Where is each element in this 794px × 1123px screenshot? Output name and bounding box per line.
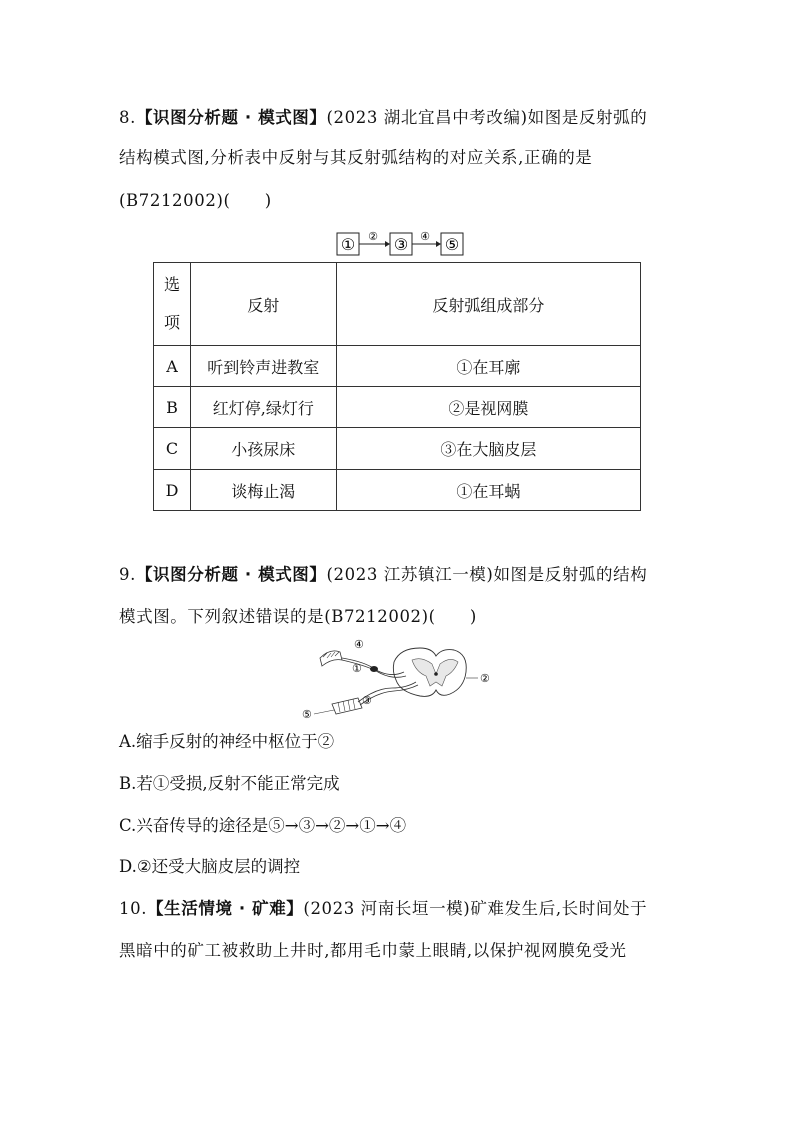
q10-line2: 黑暗中的矿工被救助上井时,都用毛巾蒙上眼睛,以保护视网膜免受光: [119, 941, 627, 960]
q8-line2: 结构模式图,分析表中反射与其反射弧结构的对应关系,正确的是: [119, 148, 593, 167]
table-row: [154, 387, 641, 428]
table-row: [154, 428, 641, 470]
q8-header-option-bottom: 项: [163, 313, 180, 332]
label-5-leader: [314, 710, 334, 714]
q8-row-c-option: C: [154, 428, 191, 470]
q9-label-3: ③: [362, 694, 372, 707]
q9-text1: 如图是反射弧的结构: [493, 565, 648, 584]
q8-header-option: [154, 263, 191, 346]
receptor-skin-icon: [320, 651, 342, 666]
q9-label-2: ②: [480, 672, 490, 685]
effector-muscle-icon: [332, 698, 362, 714]
q8-arrow1-label: ②: [368, 230, 378, 243]
q8-line1: [119, 107, 647, 129]
q9-label-5: ⑤: [302, 708, 312, 721]
q8-row-d-part: ①在耳蜗: [336, 470, 640, 511]
q9-line1: [119, 564, 647, 586]
q8-row-a-part: ①在耳廓: [336, 346, 640, 387]
q8-row-d-option: D: [154, 470, 191, 511]
q9-option-d: D.②还受大脑皮层的调控: [119, 857, 301, 876]
q8-header-part: 反射弧组成部分: [336, 263, 640, 346]
q8-line3: (B7212002)( ): [119, 191, 272, 210]
q8-source: (2023 湖北宜昌中考改编): [326, 108, 528, 127]
q9-reflex-arc-diagram: [296, 638, 496, 722]
q10-line1: [119, 898, 647, 920]
table-row: [154, 346, 641, 387]
q10-source: (2023 河南长垣一模): [303, 899, 471, 918]
q8-row-a-reflex: 听到铃声进教室: [190, 346, 336, 387]
q8-table: [153, 262, 641, 511]
q9-source: (2023 江苏镇江一模): [326, 565, 494, 584]
q8-row-b-option: B: [154, 387, 191, 428]
q8-arrow2-label: ④: [420, 230, 430, 243]
q9-option-a: A.缩手反射的神经中枢位于②: [119, 732, 335, 751]
q8-number: 8.: [119, 108, 136, 127]
q8-header-option-top: 选: [163, 275, 180, 294]
q8-row-d-reflex: 谈梅止渴: [190, 470, 336, 511]
spinal-cord-icon: [393, 648, 466, 696]
q8-row-b-part: ②是视网膜: [336, 387, 640, 428]
q10-text1: 矿难发生后,长时间处于: [470, 899, 648, 918]
ganglion-dot: [370, 666, 378, 672]
q8-arrowhead-1: [385, 241, 390, 247]
q8-box1-label: ①: [340, 235, 356, 254]
q8-box3-label: ⑤: [444, 235, 460, 254]
q10-number: 10.: [119, 899, 148, 918]
q8-reflex-arc-diagram: [336, 229, 466, 259]
q9-label-4: ④: [354, 638, 364, 651]
q10-tag: 【生活情境 · 矿难】: [147, 899, 304, 918]
q9-label-1: ①: [352, 662, 362, 675]
q9-option-c: C.兴奋传导的途径是⑤→③→②→①→④: [119, 816, 407, 835]
q9-tag: 【识图分析题 · 模式图】: [135, 565, 327, 584]
q8-row-b-reflex: 红灯停,绿灯行: [190, 387, 336, 428]
q8-row-a-option: A: [154, 346, 191, 387]
q8-arrowhead-2: [436, 241, 441, 247]
q8-row-c-reflex: 小孩尿床: [190, 428, 336, 470]
q8-tag: 【识图分析题 · 模式图】: [135, 108, 327, 127]
q8-box2-label: ③: [393, 235, 409, 254]
q8-table-header-row: [154, 263, 641, 346]
table-row: [154, 470, 641, 511]
q8-text1: 如图是反射弧的: [527, 108, 648, 127]
q8-header-reflex: 反射: [190, 263, 336, 346]
q8-row-c-part: ③在大脑皮层: [336, 428, 640, 470]
q9-line2: 模式图。下列叙述错误的是(B7212002)( ): [119, 607, 477, 626]
q9-number: 9.: [119, 565, 136, 584]
q9-option-b: B.若①受损,反射不能正常完成: [119, 774, 340, 793]
